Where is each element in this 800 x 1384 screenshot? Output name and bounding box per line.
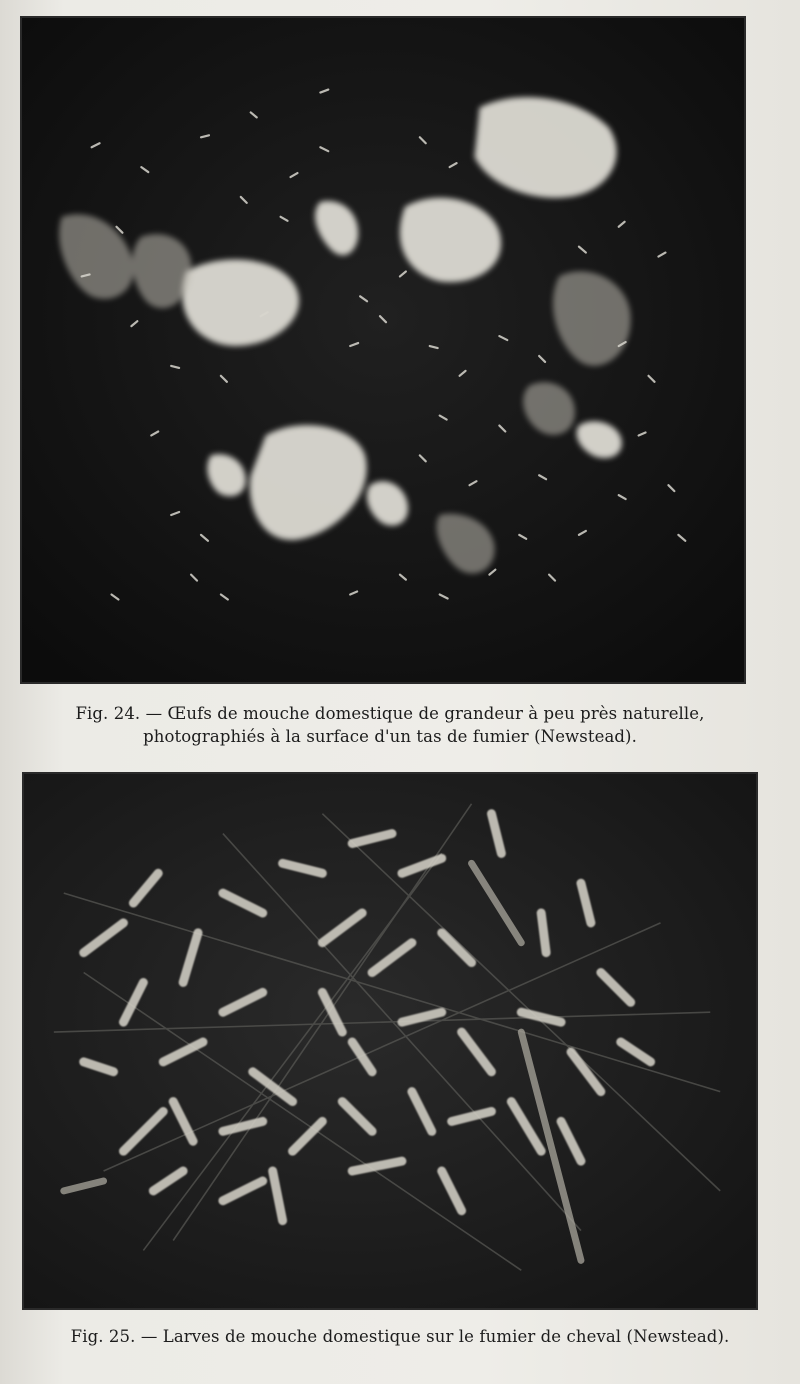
fig-24-caption-line1: Fig. 24. — Œufs de mouche domestique de grandeur à peu près naturelle, xyxy=(75,704,705,723)
fig-24-caption-line2: photographiés à la surface d'un tas de fumier (Newstead). xyxy=(143,727,637,746)
fig-25-larvae-photo xyxy=(22,772,758,1310)
fig-25-caption-line1: Fig. 25. — Larves de mouche domestique sur le fumier de cheval (Newstead). xyxy=(70,1327,730,1346)
fig-24-eggs-photo xyxy=(20,16,746,684)
eggs-photo-image xyxy=(22,18,744,682)
fig-25-caption xyxy=(40,1325,760,1348)
larvae-photo-image xyxy=(24,774,756,1308)
fig-24-caption xyxy=(40,702,740,748)
